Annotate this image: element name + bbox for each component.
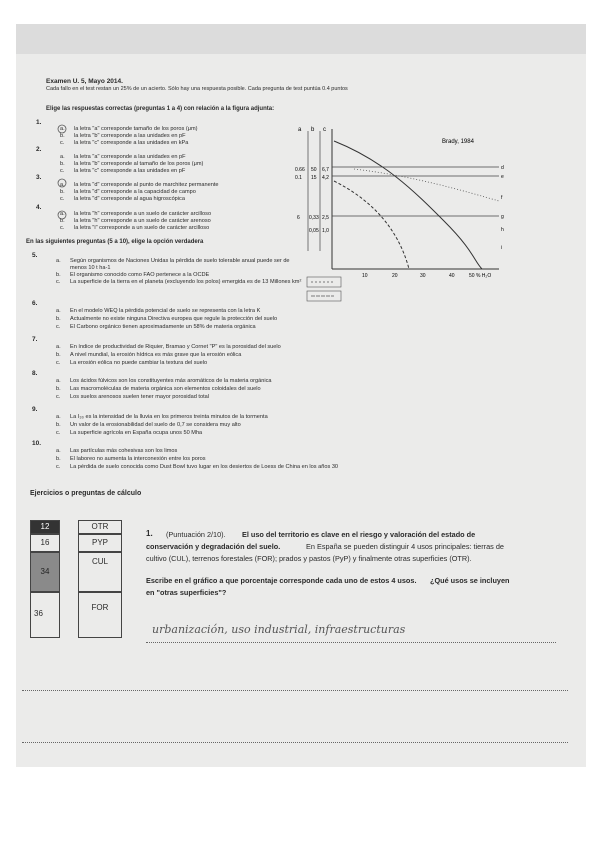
question-number: 5. [32,252,38,259]
option-text: la letra "d" corresponde al punto de marchitez permanente [74,182,219,188]
row-value: 6 [297,215,300,221]
top-shadow [16,24,586,54]
curve-label: g [501,214,504,220]
option-letter: c. [56,360,61,366]
col-label-c: c [323,127,326,133]
bar-value-for: 36 [30,592,60,638]
section3-heading: Ejercicios o preguntas de cálculo [30,490,142,497]
option-text: El laboreo no aumenta la interconexión entre los poros [70,456,206,462]
exam-sheet [16,24,586,767]
bar-value-otr: 12 [30,520,60,534]
option-text: La I₃₀ es la intensidad de la lluvia en los primeros treinta minutos de la tormenta [70,414,268,420]
calc-text-4: cultivo (CUL), terrenos forestales (FOR); prados y pastos (PyP) y finalmente otras superficies (OTR). [146,554,472,563]
option-letter: b. [56,386,61,392]
answer-line [146,642,556,643]
option-letter: a. [56,308,61,314]
answer-marks [54,121,74,241]
option-letter: b. [60,189,65,195]
option-letter: a. [56,448,61,454]
option-text: La superficie de la tierra en el planeta (excluyendo los polos) emergida es de 13 Millones km² [70,279,302,285]
option-text: Los suelos arenosos suelen tener mayor porosidad total [70,394,209,400]
answer-line [22,690,568,691]
row-value: 0.66 [295,167,305,173]
bar-label-otr: OTR [78,520,122,534]
option-text: La superficie agrícola en España ocupa unos 50 Mha [70,430,203,436]
option-text: El Carbono orgánico tienen aproximadamente un 58% de materia orgánica [70,324,256,330]
curve-label: d [501,165,504,171]
option-letter: b. [60,218,65,224]
option-text: A nivel mundial, la erosión hídrica es más grave que la erosión eólica [70,352,242,358]
x-tick: 40 [449,273,455,279]
curve-label: h [501,227,504,233]
row-value: 2,5 [322,215,329,221]
option-letter: c. [60,225,65,231]
option-letter: b. [56,316,61,322]
option-text: La pérdida de suelo conocida como Dust Bowl tuvo lugar en los desiertos de Loess de China en los años 30 [70,464,339,470]
bar-label-cul: CUL [78,552,122,592]
row-value: 15 [311,175,317,181]
question-number: 9. [32,406,38,413]
handwritten-answer: urbanización, uso industrial, infraestructuras [152,623,406,636]
section1-heading: Elige las respuestas correctas (preguntas 1 a 4) con relación a la figura adjunta: [46,106,275,112]
option-text: la letra "b" corresponde a las unidades en pF [74,133,186,139]
row-value: 0,33 [309,215,319,221]
option-letter: b. [60,161,65,167]
option-text: Las partículas más cohesivas son los limos [70,448,178,454]
option-letter: a. [56,414,61,420]
bar-label-pyp: PYP [78,534,122,552]
calc-text-2: conservación y degradación del suelo. [146,542,281,551]
calc-text-6: ¿Qué usos se incluyen [430,576,510,585]
bar-value-cul: 34 [30,552,60,592]
option-letter: c. [60,140,65,146]
row-value: 1,0 [322,228,329,234]
curve-label: e [501,174,504,180]
row-value: 6,7 [322,167,329,173]
circle-mark [58,211,66,219]
option-letter: c. [56,464,61,470]
question-number: 1. [36,119,42,126]
option-text: la letra "a" corresponde a las unidades en pF [74,154,186,160]
curve-label: f [501,195,503,201]
row-value: 4,2 [322,175,329,181]
option-letter: b. [56,272,61,278]
option-text: la letra "h" corresponde a un suelo de carácter arenoso [74,218,211,224]
exam-instructions: Cada fallo en el test restan un 25% de un acierto. Sólo hay una respuesta posible. Cada pregunta de test puntúa 0.4 puntos [46,86,348,92]
option-text: Un valor de la erosionabilidad del suelo de 0,7 se considera muy alto [70,422,241,428]
bar-value-pyp: 16 [30,534,60,552]
calc-question-number: 1. [146,529,153,538]
option-text: la letra "c" corresponde a las unidades en kPa [74,140,189,146]
curve-label: i [501,245,503,251]
option-letter: b. [60,133,65,139]
section2-heading: En las siguientes preguntas (5 a 10), elige la opción verdadera [26,239,204,245]
option-text: Según organismos de Naciones Unidas la pérdida de suelo tolerable anual puede ser de menos 10 t ha-1 [70,258,290,271]
question-number: 10. [32,440,42,447]
calc-text-7: en "otras superficies"? [146,588,227,597]
option-text: la letra "b" corresponde al tamaño de los poros (μm) [74,161,204,167]
question-number: 6. [32,300,38,307]
col-label-b: b [311,127,315,133]
option-letter: a. [60,126,65,132]
x-tick: 50 % H₂O [469,273,492,279]
option-letter: b. [56,352,61,358]
option-text: En el modelo WEQ la pérdida potencial de suelo se representa con la letra K [70,308,261,314]
row-value: 50 [311,167,317,173]
curve-dashed [334,181,409,269]
question-number: 7. [32,336,38,343]
col-label-a: a [298,127,302,133]
question-number: 3. [36,174,42,181]
calc-text-1: El uso del territorio es clave en el riesgo y valoración del estado de [242,530,476,539]
row-value: 0,05 [309,228,319,234]
option-text: la letra "c" corresponde a las unidades en pF [74,168,186,174]
calc-points: (Puntuación 2/10). [166,530,226,539]
option-letter: c. [56,430,61,436]
option-letter: a. [60,182,65,188]
question-number: 2. [36,146,42,153]
option-letter: b. [56,456,61,462]
circle-mark [58,179,66,187]
option-letter: c. [56,324,61,330]
calc-text-5: Escribe en el gráfico a que porcentaje corresponde cada uno de estos 4 usos. [146,576,417,585]
exam-title: Examen U. 5, Mayo 2014. [46,78,123,85]
option-letter: a. [60,154,65,160]
option-text: la letra "i" corresponde a un suelo de carácter arcilloso [74,225,210,231]
legend-boxes [306,276,346,306]
option-letter: c. [56,279,61,285]
option-text: la letra "h" corresponde a un suelo de carácter arcilloso [74,211,212,217]
figure-source: Brady, 1984 [442,139,474,145]
row-value: 0.1 [295,175,302,181]
x-tick: 20 [392,273,398,279]
option-text: Las macromoléculas de materia orgánica son elementos coloidales del suelo [70,386,261,392]
option-letter: a. [56,344,61,350]
option-text: la letra "a" corresponde tamaño de los poros (μm) [74,126,198,132]
option-text: La erosión eólica no puede cambiar la textura del suelo [70,360,208,366]
answer-line [22,742,568,743]
option-text: Los ácidos fúlvicos son los constituyentes más aromáticos de la materia orgánica [70,378,272,384]
option-letter: c. [60,168,65,174]
option-text: la letra "d" corresponde al agua higroscópica [74,196,185,202]
soil-water-figure [294,121,522,281]
circle-mark [58,125,66,133]
curve-solid [334,141,482,269]
option-text: En índice de productividad de Riquier, Bramao y Cornet "P" es la porosidad del suelo [70,344,281,350]
question-number: 4. [36,204,42,211]
option-letter: a. [56,258,61,264]
calc-text-3: En España se pueden distinguir 4 usos principales: tierras de [306,542,504,551]
curve-dotted [354,169,499,201]
option-letter: c. [56,394,61,400]
option-letter: a. [56,378,61,384]
question-number: 8. [32,370,38,377]
option-text: Actualmente no existe ninguna Directiva europea que regule la protección del suelo [70,316,278,322]
x-tick: 30 [420,273,426,279]
bar-label-for: FOR [78,592,122,638]
option-letter: c. [60,196,65,202]
option-letter: a. [60,211,65,217]
option-letter: b. [56,422,61,428]
option-text: El organismo conocido como FAO pertenece a la OCDE [70,272,210,278]
x-tick: 10 [362,273,368,279]
option-text: la letra "d" corresponde a la capacidad de campo [74,189,196,195]
